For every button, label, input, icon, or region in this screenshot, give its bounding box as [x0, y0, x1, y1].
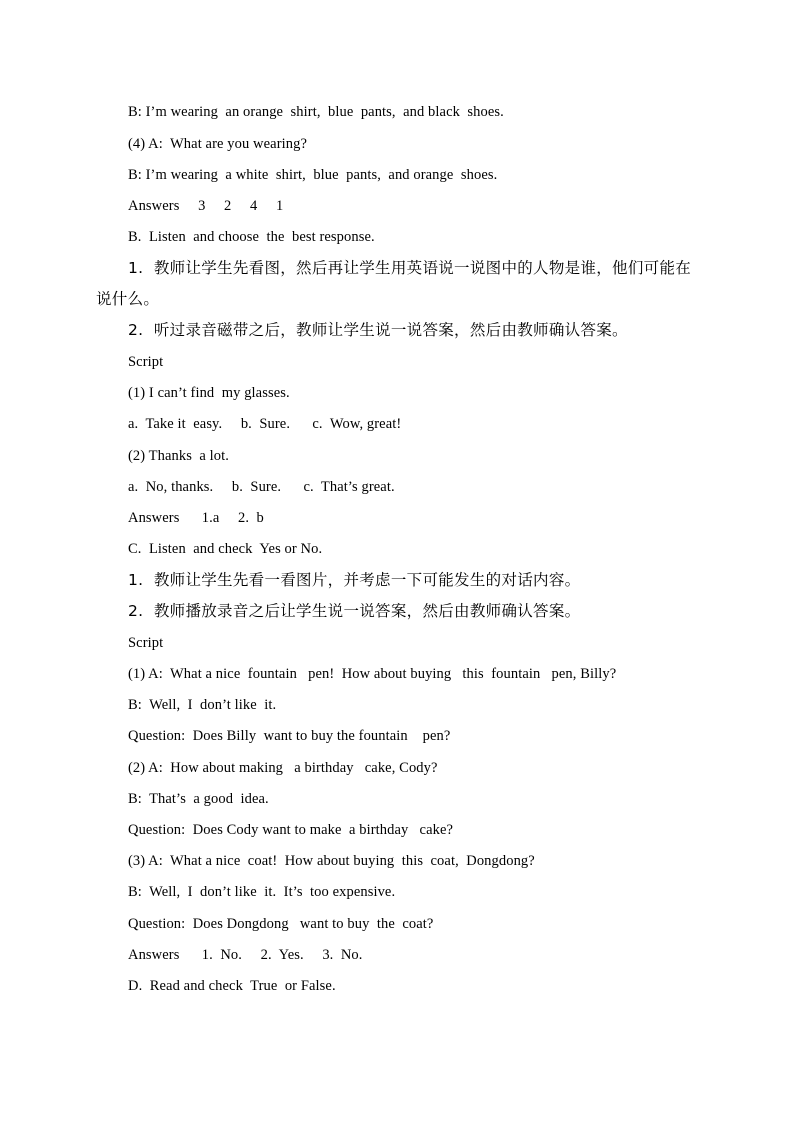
script-c-2a: (2) A: How about making a birthday cake, Cody? [128, 760, 438, 776]
script-label-c: Script [128, 635, 164, 651]
section-d-heading: D. Read and check True or False. [128, 978, 336, 994]
section-c-step-2: 2. 教师播放录音之后让学生说一说答案，然后由教师确认答案。 [128, 602, 581, 620]
dialogue-line-4b: B: I’m wearing a white shirt, blue pants, and orange shoes. [128, 167, 498, 183]
question-c-2: Question: Does Cody want to make a birthday cake? [128, 822, 454, 838]
dialogue-line-3b: B: I’m wearing an orange shirt, blue pants, and black shoes. [128, 104, 504, 120]
script-c-3a: (3) A: What a nice coat! How about buying this coat, Dongdong? [128, 853, 535, 869]
script-c-2b: B: That’s a good idea. [128, 791, 269, 807]
answers-c: Answers 1. No. 2. Yes. 3. No. [128, 947, 363, 963]
script-b-2: (2) Thanks a lot. [128, 448, 229, 464]
answers-a: Answers 3 2 4 1 [128, 198, 284, 214]
script-b-1: (1) I can’t find my glasses. [128, 385, 290, 401]
script-c-1b: B: Well, I don’t like it. [128, 697, 277, 713]
section-c-heading: C. Listen and check Yes or No. [128, 541, 323, 557]
script-b-1-options: a. Take it easy. b. Sure. c. Wow, great! [128, 416, 402, 432]
dialogue-line-4a: (4) A: What are you wearing? [128, 136, 307, 152]
script-c-3b: B: Well, I don’t like it. It’s too expensive. [128, 884, 396, 900]
script-label-b: Script [128, 354, 164, 370]
section-b-step-2: 2. 听过录音磁带之后，教师让学生说一说答案，然后由教师确认答案。 [128, 321, 628, 339]
section-b-step-1-cont: 说什么。 [96, 290, 160, 308]
answers-b: Answers 1.a 2. b [128, 510, 264, 526]
question-c-1: Question: Does Billy want to buy the fountain pen? [128, 728, 451, 744]
script-b-2-options: a. No, thanks. b. Sure. c. That’s great. [128, 479, 395, 495]
section-b-heading: B. Listen and choose the best response. [128, 229, 375, 245]
section-b-step-1: 1. 教师让学生先看图，然后再让学生用英语说一说图中的人物是谁，他们可能在 [128, 259, 692, 277]
section-c-step-1: 1. 教师让学生先看一看图片，并考虑一下可能发生的对话内容。 [128, 571, 581, 589]
question-c-3: Question: Does Dongdong want to buy the coat? [128, 916, 434, 932]
script-c-1a: (1) A: What a nice fountain pen! How about buying this fountain pen, Billy? [128, 666, 617, 682]
